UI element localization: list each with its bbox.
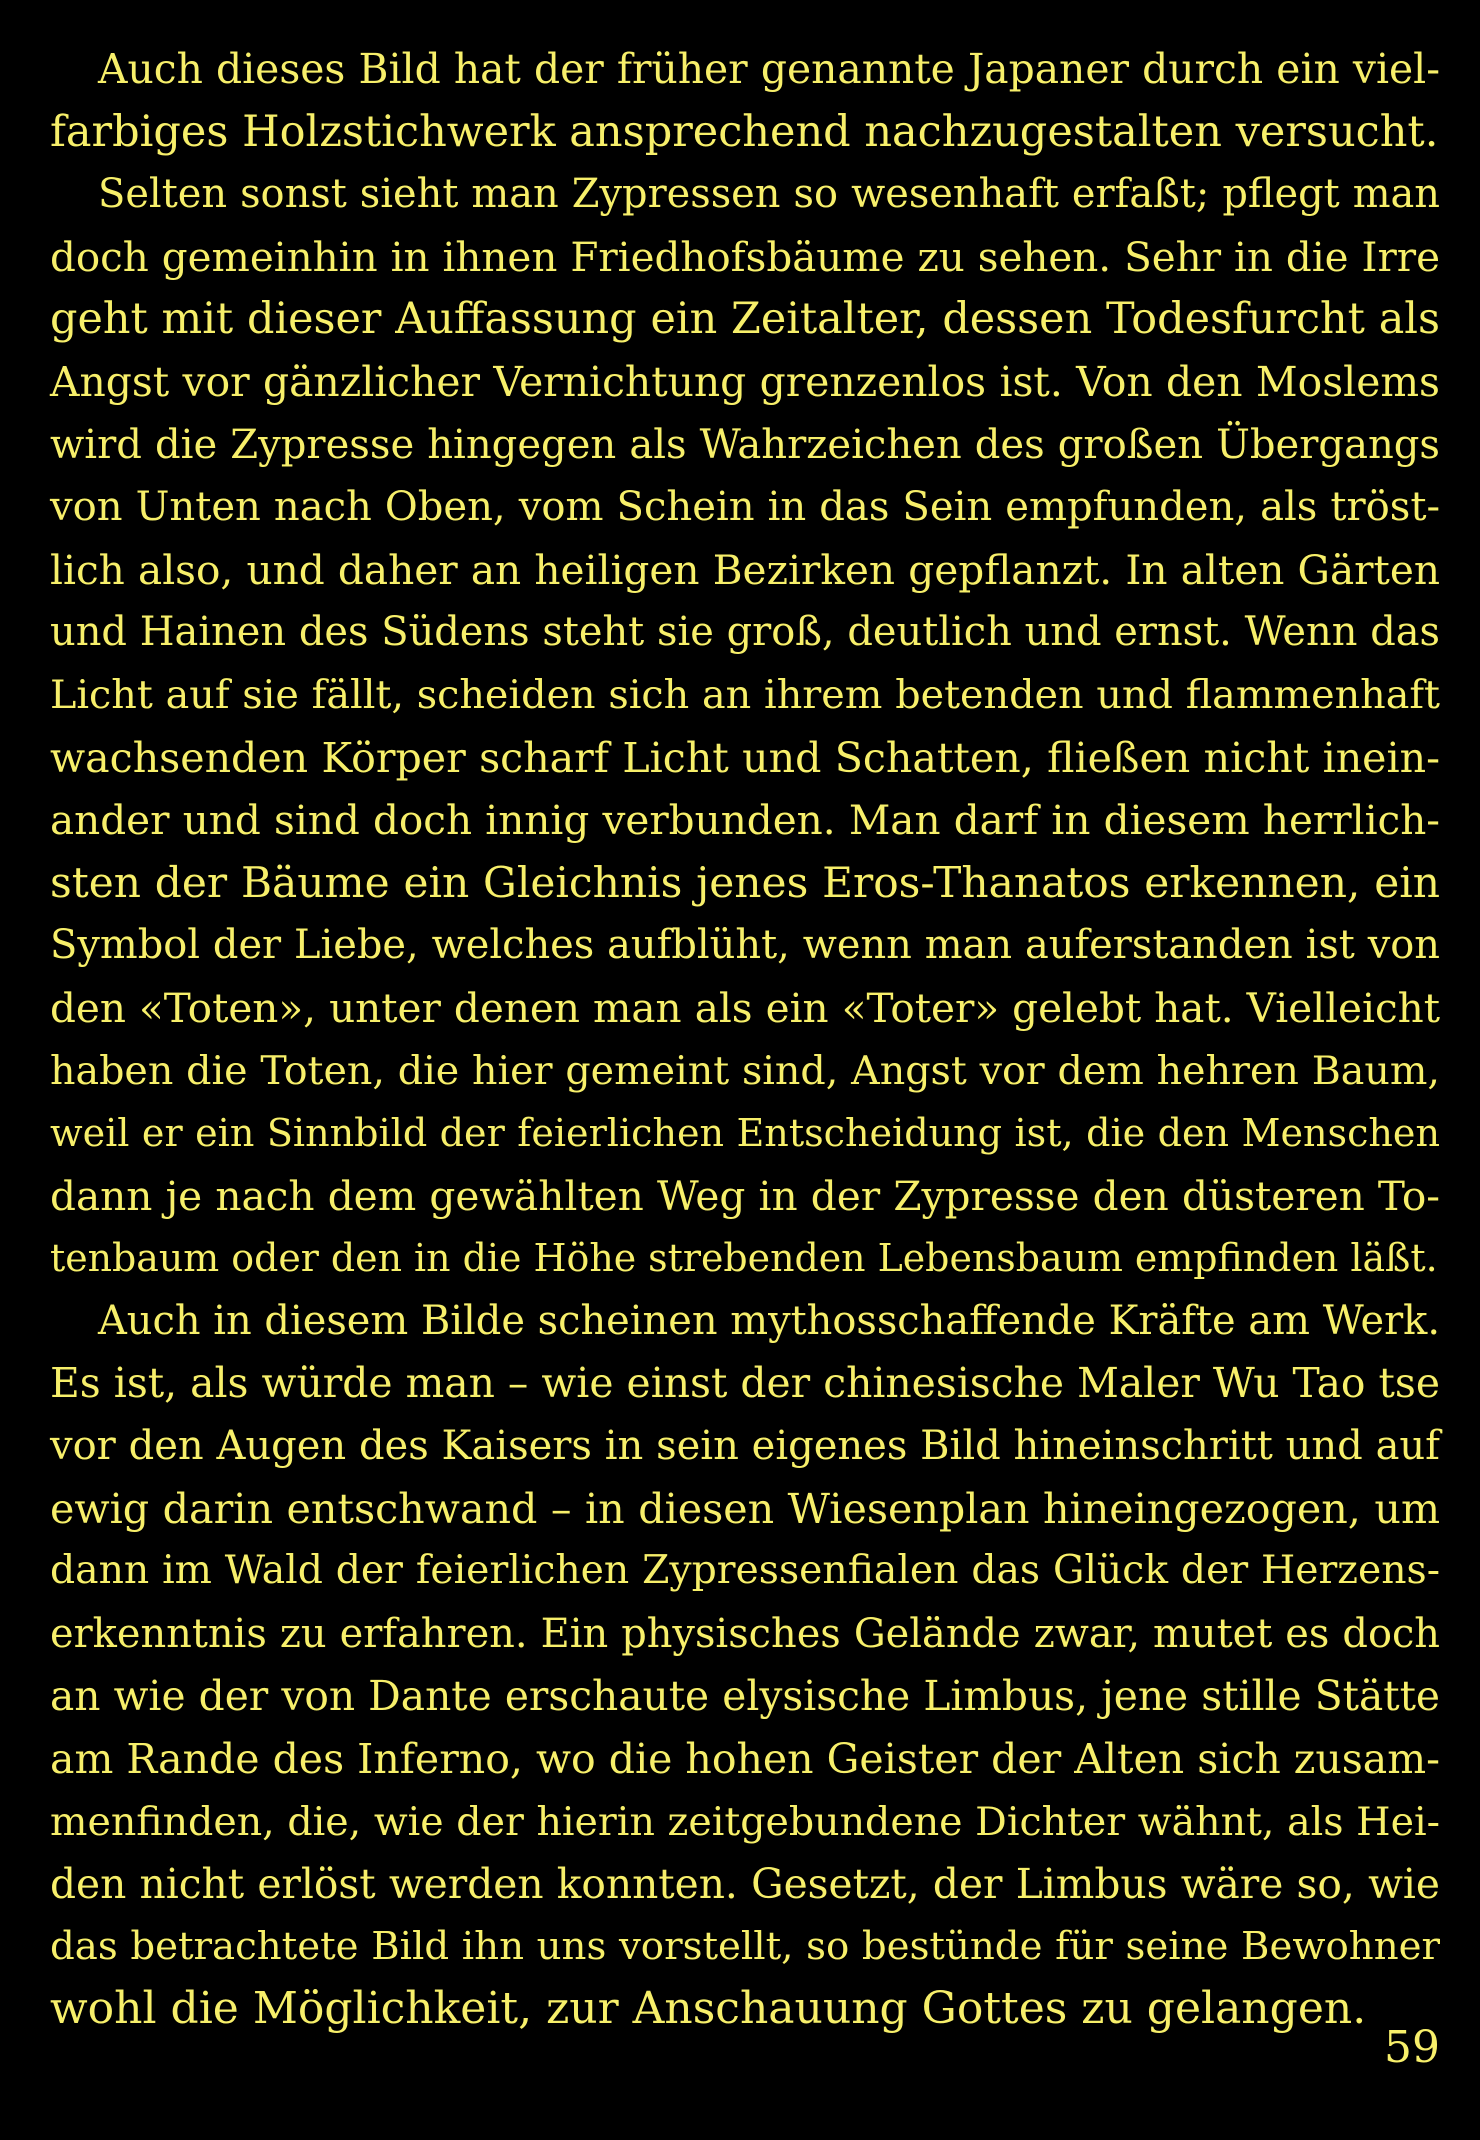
paragraph-2-line-11: ander und sind doch innig verbunden. Man darf in diesem herrlich- bbox=[50, 796, 1440, 845]
paragraph-2-line-7: lich also, und daher an heiligen Bezirken gepflanzt. In alten Gärten bbox=[50, 545, 1440, 594]
paragraph-2-line-16: weil er ein Sinnbild der feierlichen Entscheidung ist, die den Menschen bbox=[50, 1111, 1440, 1156]
paragraph-2-line-3: geht mit dieser Auffassung ein Zeitalter, dessen Todesfurcht als bbox=[50, 294, 1440, 345]
paragraph-2-line-4: Angst vor gänzlicher Vernichtung grenzenlos ist. Von den Moslems bbox=[50, 357, 1440, 406]
paragraph-2-line-14: den «Toten», unter denen man als ein «Toter» gelebt hat. Vielleicht bbox=[50, 983, 1440, 1032]
paragraph-3-line-3: vor den Augen des Kaisers in sein eigenes Bild hineinschritt und auf bbox=[50, 1423, 1440, 1470]
paragraph-3-line-12: wohl die Möglichkeit, zur Anschauung Gottes zu gelangen. bbox=[50, 1983, 1367, 2035]
paragraph-2-line-15: haben die Toten, die hier gemeint sind, Angst vor dem hehren Baum, bbox=[50, 1047, 1440, 1094]
paragraph-3-line-4: ewig darin entschwand – in diesen Wiesenplan hineingezogen, um bbox=[50, 1484, 1440, 1533]
paragraph-2-line-10: wachsenden Körper scharf Licht und Schatten, fließen nicht inein- bbox=[50, 733, 1440, 782]
paragraph-2-line-5: wird die Zypresse hingegen als Wahrzeichen des großen Übergangs bbox=[50, 421, 1440, 468]
body-text bbox=[50, 38, 1440, 2041]
paragraph-3-line-10: den nicht erlöst werden konnten. Gesetzt, der Limbus wäre so, wie bbox=[50, 1860, 1440, 1909]
paragraph-2-line-13: Symbol der Liebe, welches aufblüht, wenn man auferstanden ist von bbox=[50, 922, 1440, 969]
paragraph-2-line-17: dann je nach dem gewählten Weg in der Zypresse den düsteren To- bbox=[50, 1171, 1440, 1220]
paragraph-3-line-7: an wie der von Dante erschaute elysische Limbus, jene stille Stätte bbox=[50, 1672, 1440, 1721]
paragraph-1-line-2: farbiges Holzstichwerk ansprechend nachzugestalten versucht. bbox=[50, 106, 1439, 157]
paragraph-2-line-2: doch gemeinhin in ihnen Friedhofsbäume zu sehen. Sehr in die Irre bbox=[50, 232, 1440, 281]
paragraph-3-line-11: das betrachtete Bild ihn uns vorstellt, so bestünde für seine Bewohner bbox=[50, 1923, 1440, 1969]
paragraph-3-line-2: Es ist, als würde man – wie einst der chinesische Maler Wu Tao tse bbox=[50, 1359, 1440, 1408]
paragraph-3-line-8: am Rande des Inferno, wo die hohen Geister der Alten sich zusam- bbox=[50, 1735, 1440, 1784]
page-number: 59 bbox=[1384, 2022, 1440, 2073]
paragraph-2-line-8: und Hainen des Südens steht sie groß, deutlich und ernst. Wenn das bbox=[50, 609, 1440, 656]
paragraph-3-line-1: Auch in diesem Bilde scheinen mythosschaffende Kräfte am Werk. bbox=[98, 1297, 1440, 1344]
paragraph-2-line-9: Licht auf sie fällt, scheiden sich an ihrem betenden und flammenhaft bbox=[50, 671, 1440, 718]
paragraph-1-line-1: Auch dieses Bild hat der früher genannte Japaner durch ein viel- bbox=[98, 45, 1440, 93]
paragraph-2-line-12: sten der Bäume ein Gleichnis jenes Eros-Thanatos erkennen, ein bbox=[50, 857, 1440, 907]
paragraph-2-line-1: Selten sonst sieht man Zypressen so wesenhaft erfaßt; pflegt man bbox=[98, 171, 1440, 218]
paragraph-3-line-9: menfinden, die, wie der hierin zeitgebundene Dichter wähnt, als Hei- bbox=[50, 1798, 1440, 1845]
paragraph-3-line-5: dann im Wald der feierlichen Zypressenfialen das Glück der Herzens- bbox=[50, 1548, 1440, 1594]
paragraph-2-line-18: tenbaum oder den in die Höhe strebenden Lebensbaum empfinden läßt. bbox=[50, 1236, 1438, 1281]
paragraph-3-line-6: erkenntnis zu erfahren. Ein physisches Gelände zwar, mutet es doch bbox=[50, 1610, 1440, 1657]
paragraph-2-line-6: von Unten nach Oben, vom Schein in das Sein empfunden, als tröst- bbox=[50, 484, 1440, 531]
